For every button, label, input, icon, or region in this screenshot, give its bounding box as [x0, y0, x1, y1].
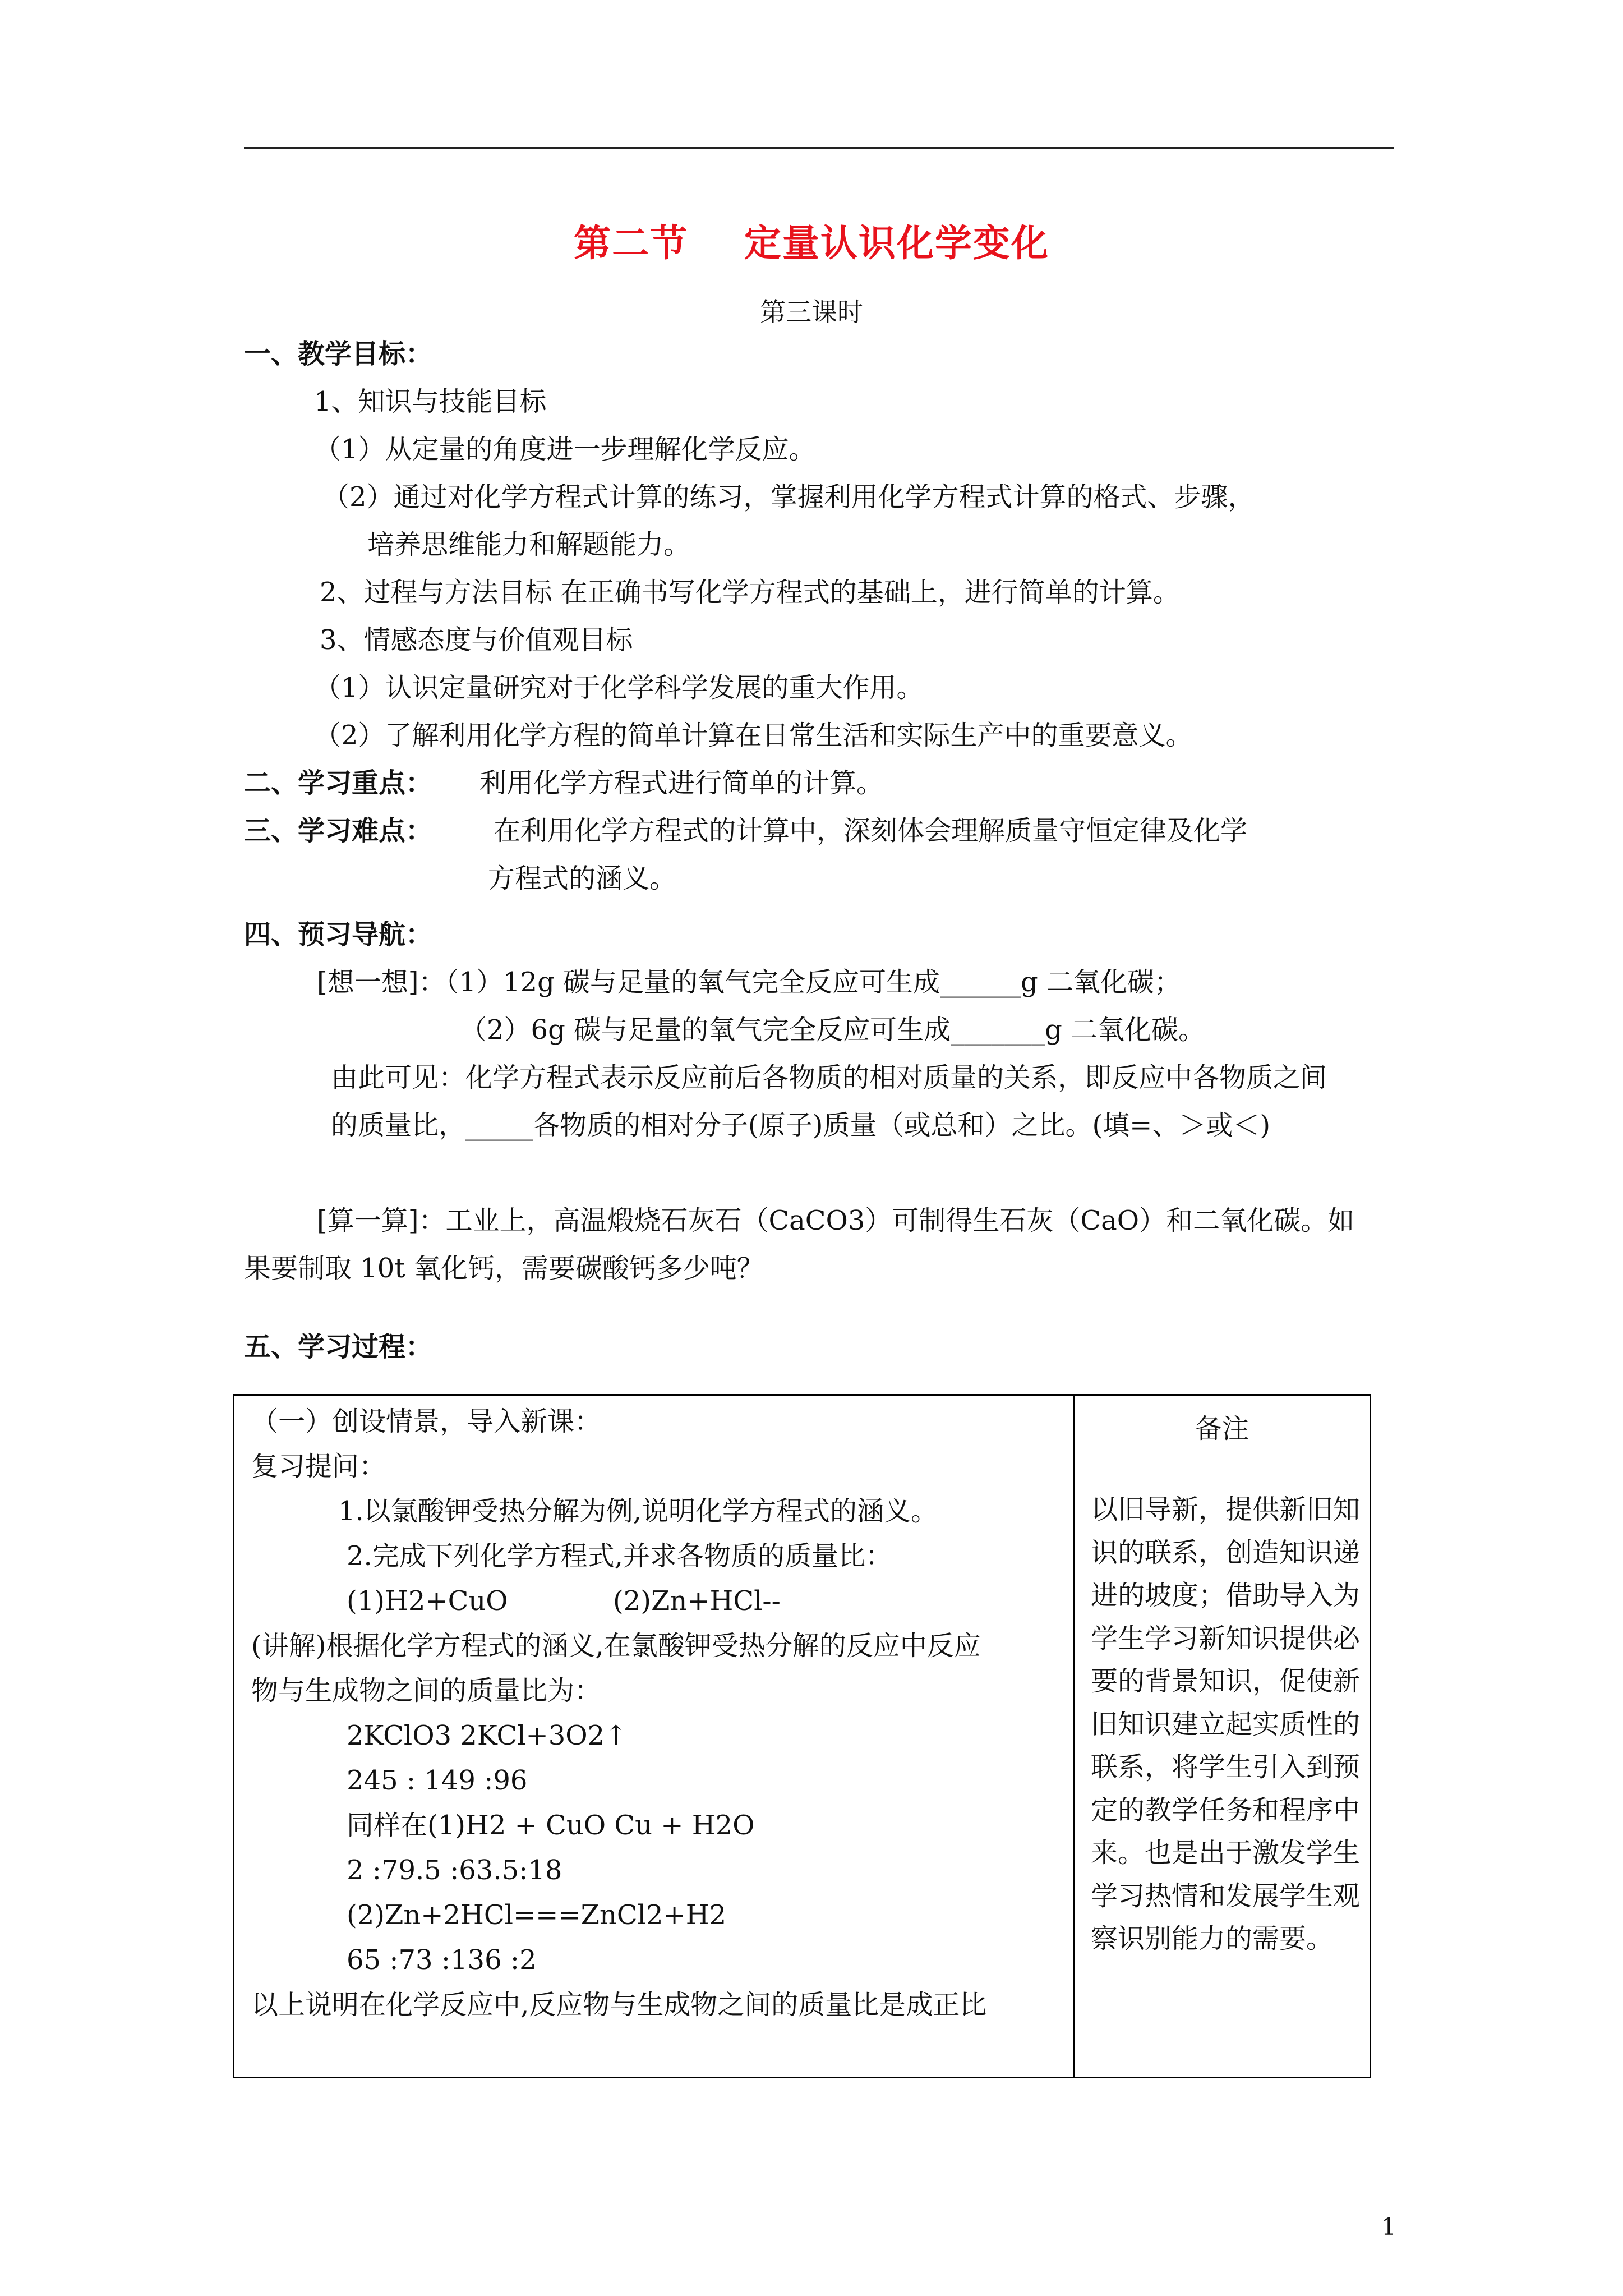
preview-line: [算一算]：工业上，高温煅烧石灰石（CaCO3）可制得生石灰（CaO）和二氧化碳。如	[317, 1205, 1355, 1236]
table-cell-text: 复习提问：	[251, 1451, 386, 1482]
table-cell-text: (1)H2+CuO	[347, 1585, 508, 1617]
table-cell-text: 2KClO3 2KCl+3O2↑	[347, 1720, 628, 1751]
preview-line: 果要制取 10t 氧化钙，需要碳酸钙多少吨？	[244, 1253, 764, 1284]
difficulties-text: 方程式的涵义。	[488, 863, 677, 894]
header-rule	[244, 147, 1394, 149]
objective-line: 1、知识与技能目标	[314, 386, 547, 417]
table-cell-text: 1.以氯酸钾受热分解为例,说明化学方程式的涵义。	[338, 1496, 938, 1527]
objective-line: （2）通过对化学方程式计算的练习，掌握利用化学方程式计算的格式、步骤，	[322, 481, 1255, 513]
section-heading-objectives: 一、教学目标：	[244, 338, 433, 370]
notes-column-text: 以旧导新，提供新旧知识的联系，创造知识递进的坡度；借助导入为学生学习新知识提供必要的背景知识，促使新旧知识建立起实质性的联系，将学生引入到预定的教学任务和程序中来。也是出于激发学生学习热情和发展学生观察识别能力的需要。	[1091, 1494, 1361, 1954]
objective-line: 培养思维能力和解题能力。	[367, 529, 691, 560]
section-heading-key-points: 二、学习重点：	[244, 767, 433, 799]
table-cell-text: (2)Zn+2HCl===ZnCl2+H2	[347, 1899, 727, 1931]
objective-line: 3、情感态度与价值观目标	[320, 624, 633, 656]
table-cell-text: (2)Zn+HCl--	[613, 1585, 781, 1617]
table-cell-text: 245 : 149 :96	[347, 1765, 528, 1796]
section-heading-preview: 四、预习导航：	[244, 919, 433, 950]
preview-line: 的质量比，_____各物质的相对分子(原子)质量（或总和）之比。(填=、＞或＜)	[331, 1110, 1271, 1141]
table-cell-text: （一）创设情景，导入新课：	[251, 1406, 602, 1437]
objective-line: （2）了解利用化学方程的简单计算在日常生活和实际生产中的重要意义。	[314, 720, 1193, 751]
section-heading-difficulties: 三、学习难点：	[244, 815, 433, 846]
table-cell-text: 同样在(1)H2 + CuO Cu + H2O	[347, 1810, 755, 1841]
table-cell-text: 2 :79.5 :63.5:18	[347, 1855, 562, 1886]
page-title: 第二节 定量认识化学变化	[574, 222, 1049, 265]
preview-line: [想一想]：（1）12g 碳与足量的氧气完全反应可生成______g 二氧化碳；	[317, 967, 1182, 998]
process-table	[233, 1394, 1371, 2078]
page-number: 1	[1381, 2213, 1396, 2240]
objective-line: （1）从定量的角度进一步理解化学反应。	[314, 434, 816, 465]
difficulties-text: 在利用化学方程式的计算中，深刻体会理解质量守恒定律及化学	[494, 815, 1248, 846]
page-subtitle: 第三课时	[760, 297, 863, 327]
table-cell-text: 物与生成物之间的质量比为：	[251, 1675, 602, 1706]
table-cell-text: 65 :73 :136 :2	[347, 1944, 537, 1976]
objective-line: 2、过程与方法目标 在正确书写化学方程式的基础上，进行简单的计算。	[320, 577, 1180, 608]
notes-column-heading: 备注	[1195, 1413, 1249, 1444]
table-cell-text: 以上说明在化学反应中,反应物与生成物之间的质量比是成正比	[251, 1989, 987, 2021]
table-cell-text: 2.完成下列化学方程式,并求各物质的质量比：	[347, 1540, 893, 1572]
preview-line: 由此可见：化学方程式表示反应前后各物质的相对质量的关系，即反应中各物质之间	[331, 1062, 1327, 1093]
key-points-text: 利用化学方程式进行简单的计算。	[479, 767, 884, 799]
preview-line: （2）6g 碳与足量的氧气完全反应可生成_______g 二氧化碳。	[460, 1014, 1206, 1046]
objective-line: （1）认识定量研究对于化学科学发展的重大作用。	[314, 672, 924, 703]
table-cell-text: (讲解)根据化学方程式的涵义,在氯酸钾受热分解的反应中反应	[251, 1630, 981, 1662]
table-column-divider	[1073, 1396, 1075, 2077]
section-heading-process: 五、学习过程：	[244, 1331, 433, 1363]
